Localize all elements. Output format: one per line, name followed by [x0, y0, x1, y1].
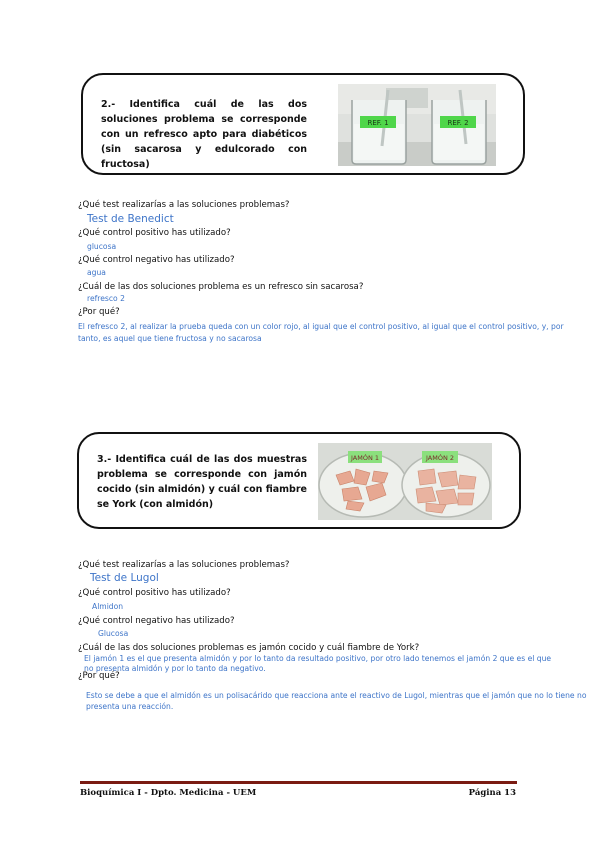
- question-2-statement: 2.- Identifica cuál de las dos soluciones problema se corresponde con un refresco apto para diabéticos (sin sacarosa y edulcorado con fructosa): [101, 99, 307, 170]
- s2-answer-test: Test de Benedict: [87, 213, 174, 225]
- photo-jamones: [318, 443, 492, 520]
- s3-question-test: ¿Qué test realizarías a las soluciones problemas?: [78, 560, 290, 570]
- s2-question-test: ¿Qué test realizarías a las soluciones problemas?: [78, 200, 290, 210]
- s3-answer-jamon: El jamón 1 es el que presenta almidón y por lo tanto da resultado positivo, por otro lado tenemos el jamón 2 que es el que no presenta almidón y por lo tanto da negativo.: [84, 654, 552, 673]
- footer-rule: [80, 781, 517, 784]
- question-3-statement: 3.- Identifica cuál de las dos muestras problema se corresponde con jamón cocido (sin almidón) y cuál con fiambre se York (con almidón): [97, 454, 307, 510]
- jamon2-label: JAMÓN 2: [425, 454, 455, 462]
- s3-question-control-negativo: ¿Qué control negativo has utilizado?: [78, 616, 235, 626]
- s2-question-por-que: ¿Por qué?: [78, 307, 120, 317]
- s3-answer-test: Test de Lugol: [90, 572, 159, 584]
- photo-refrescos: [338, 84, 496, 166]
- s2-answer-refresco: refresco 2: [87, 294, 125, 303]
- s2-question-refresco: ¿Cuál de las dos soluciones problema es un refresco sin sacarosa?: [78, 282, 364, 292]
- jamones-illustration: [318, 443, 492, 520]
- refrescos-illustration: [338, 84, 496, 166]
- s2-answer-control-negativo: agua: [87, 268, 106, 277]
- s3-answer-control-negativo: Glucosa: [98, 629, 129, 638]
- s2-answer-control-positivo: glucosa: [87, 242, 117, 251]
- ref1-label: REF. 1: [367, 119, 389, 127]
- s2-answer-por-que: El refresco 2, al realizar la prueba queda con un color rojo, al igual que el control positivo, al igual que el control positivo, y, por tanto, es aquel que tiene fructosa y no sacarosa: [78, 322, 564, 343]
- ref2-label: REF. 2: [447, 119, 469, 127]
- s3-answer-por-que: Esto se debe a que el almidón es un polisacárido que reacciona ante el reactivo de Lugol, mientras que el jamón que no lo tiene no presenta una reacción.: [86, 691, 587, 711]
- footer-course: Bioquímica I - Dpto. Medicina - UEM: [80, 788, 257, 798]
- s2-question-control-positivo: ¿Qué control positivo has utilizado?: [78, 228, 231, 238]
- footer-page-number: Página 13: [468, 788, 516, 798]
- s3-answer-control-positivo: Almidon: [92, 602, 124, 611]
- s3-question-jamon: ¿Cuál de las dos soluciones problemas es jamón cocido y cuál fiambre de York?: [78, 643, 420, 653]
- s3-question-por-que: ¿Por qué?: [78, 671, 120, 681]
- s2-question-control-negativo: ¿Qué control negativo has utilizado?: [78, 255, 235, 265]
- jamon1-label: JAMÓN 1: [350, 454, 380, 462]
- s3-question-control-positivo: ¿Qué control positivo has utilizado?: [78, 588, 231, 598]
